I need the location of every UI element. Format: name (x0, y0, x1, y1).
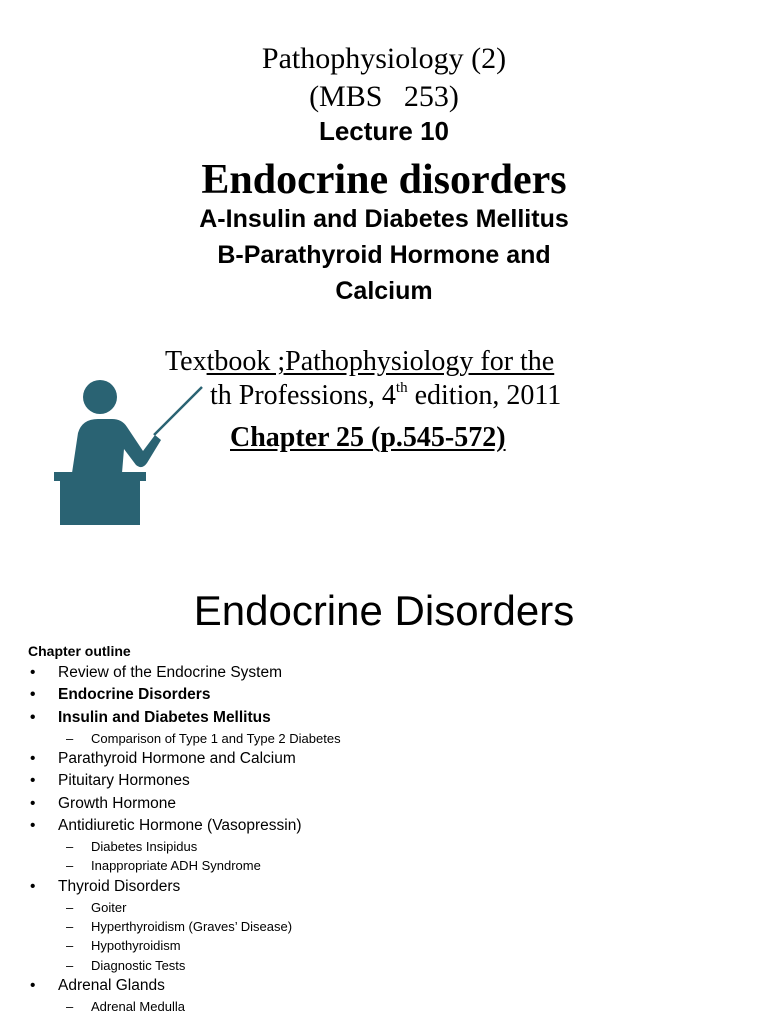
outline-item: • Growth Hormone (28, 793, 748, 815)
outline-subitem: – Comparison of Type 1 and Type 2 Diabetes (28, 729, 748, 748)
course-code: (MBS 253) (309, 80, 459, 113)
teacher-presenting-icon (50, 375, 210, 530)
subtitle-b: B-Parathyroid Hormone and (217, 241, 551, 269)
outline-subitem: – Goiter (28, 898, 748, 917)
outline-heading: Chapter outline (28, 643, 131, 659)
outline-item: • Parathyroid Hormone and Calcium (28, 748, 748, 770)
outline-subitem: – Inappropriate ADH Syndrome (28, 856, 748, 875)
textbook-line-2-start: th Professions, 4 (210, 380, 396, 411)
outline-item: • Endocrine Disorders (28, 684, 748, 706)
edition-superscript: th (395, 380, 408, 396)
textbook-line-2-end: edition, 2011 (407, 380, 562, 411)
textbook-line-1 (165, 346, 554, 378)
outline-title: Endocrine Disorders (193, 587, 575, 634)
textbook-line-1-underlined: tbook ;Pathophysiology for the (206, 346, 555, 377)
textbook-line-1-start: Tex (165, 346, 207, 377)
outline-item: • Review of the Endocrine System (28, 662, 748, 684)
outline-subitem: – Adrenal Medulla (28, 997, 748, 1016)
subtitle-b-continued: Calcium (335, 277, 433, 305)
outline-item: • Insulin and Diabetes Mellitus (28, 707, 748, 729)
outline-subitem: – Hyperthyroidism (Graves’ Disease) (28, 917, 748, 936)
chapter-reference: Chapter 25 (p.545-572) (230, 422, 506, 453)
outline-subitem: – Diabetes Insipidus (28, 837, 748, 856)
outline-item: • Thyroid Disorders (28, 876, 748, 898)
outline-slide (0, 575, 768, 1024)
outline-subitem: – Diagnostic Tests (28, 956, 748, 975)
outline-item: • Antidiuretic Hormone (Vasopressin) (28, 815, 748, 837)
outline-item: • Pituitary Hormones (28, 770, 748, 792)
course-name: Pathophysiology (2) (261, 42, 507, 75)
slide-title: Endocrine disorders (201, 157, 567, 203)
outline-subitem: – Hypothyroidism (28, 936, 748, 955)
lecture-number: Lecture 10 (318, 116, 450, 146)
subtitle-a: A-Insulin and Diabetes Mellitus (199, 205, 569, 233)
outline-item: • Adrenal Glands (28, 975, 748, 997)
textbook-line-2 (210, 380, 561, 412)
chapter-outline-list (28, 662, 748, 1016)
